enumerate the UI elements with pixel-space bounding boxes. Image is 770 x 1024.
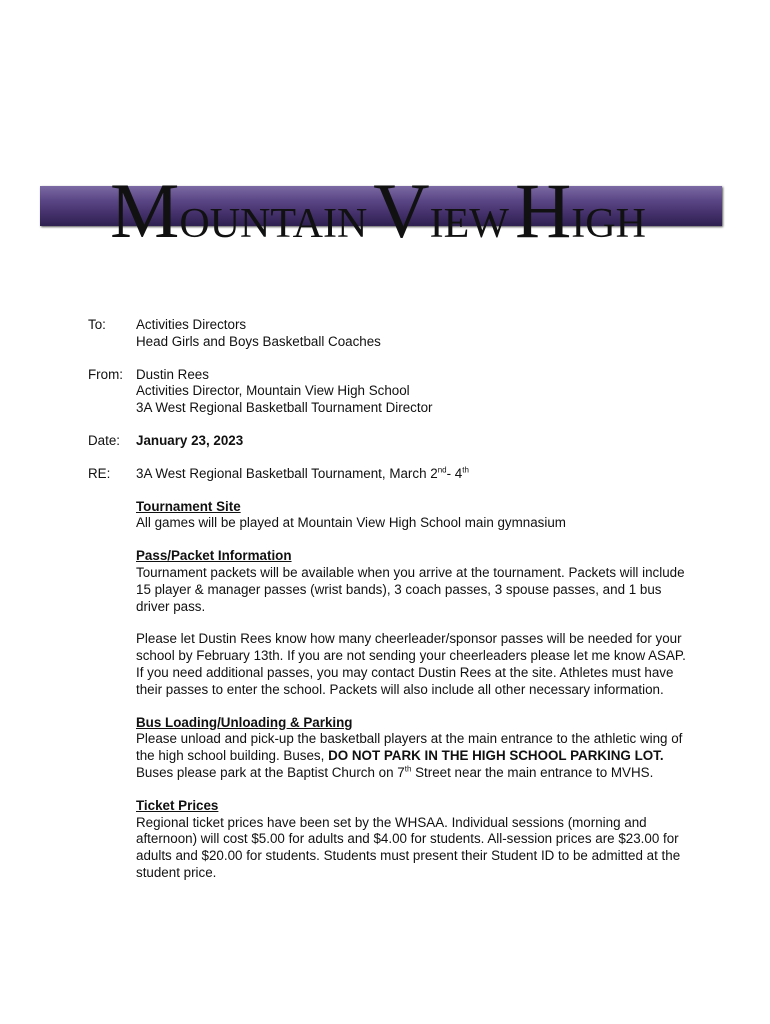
tournament-site-section [136, 499, 688, 533]
section-text: Please unload and pick-up the basketball players at the main entrance to the athletic wing of the high school building. Buses, DO NOT PARK IN THE HIGH SCHOOL PARKING LOT. Buses please park at the Baptist Church on 7th Street near the main entrance to MVHS. [136, 731, 683, 780]
to-line: Activities Directors [136, 317, 247, 332]
memo-body [88, 317, 688, 898]
re-label: RE: [88, 465, 111, 481]
title-rest-ountain: OUNTAIN [179, 201, 368, 247]
from-label: From: [88, 366, 123, 382]
title-rest-iew: IEW [429, 201, 509, 247]
ticket-prices-section [136, 798, 688, 882]
memo-date [88, 433, 688, 450]
section-text: Please let Dustin Rees know how many cheerleader/sponsor passes will be needed for your school by February 13th. If you are not sending your cheerleaders please let me know ASAP. If you need additional passes, you may contact Dustin Rees at the site. Athletes must have their passes to enter the school. Packets will also include all other necessary information. [136, 631, 686, 697]
from-line: 3A West Regional Basketball Tournament Director [136, 400, 433, 416]
memo-from [88, 367, 688, 417]
title-initial-m: M [110, 167, 180, 254]
title-initial-v: V [373, 167, 430, 254]
date-label: Date: [88, 432, 121, 448]
date-value: January 23, 2023 [136, 432, 244, 448]
section-text: Regional ticket prices have been set by the WHSAA. Individual sessions (morning and afternoon) will cost $5.00 for adults and $4.00 for students. All-session prices are $23.00 for adults and $20.00 for students. Students must present their Student ID to be admitted at the student price. [136, 814, 681, 880]
memo-re [88, 466, 688, 483]
from-line: Dustin Rees [136, 366, 209, 382]
to-label: To: [88, 317, 106, 332]
section-text: Tournament packets will be available when you arrive at the tournament. Packets will include 15 player & manager passes (wrist bands), 3 coach passes, 3 spouse passes, and 1 bus driver pass. [136, 564, 685, 614]
section-text: All games will be played at Mountain View High School main gymnasium [136, 515, 566, 531]
title-initial-h: H [514, 167, 572, 254]
section-heading: Ticket Prices [136, 797, 219, 813]
school-name-title [110, 167, 646, 254]
title-rest-igh: IGH [571, 201, 646, 247]
section-heading: Pass/Packet Information [136, 548, 292, 564]
re-subject: 3A West Regional Basketball Tournament, March 2nd- 4th [136, 465, 469, 481]
section-heading: Tournament Site [136, 498, 241, 514]
memo-to [88, 317, 688, 351]
bus-parking-section [136, 715, 688, 782]
from-line: Activities Director, Mountain View High School [136, 383, 410, 399]
section-heading: Bus Loading/Unloading & Parking [136, 714, 353, 730]
pass-packet-section [136, 548, 688, 698]
to-line: Head Girls and Boys Basketball Coaches [136, 333, 381, 349]
